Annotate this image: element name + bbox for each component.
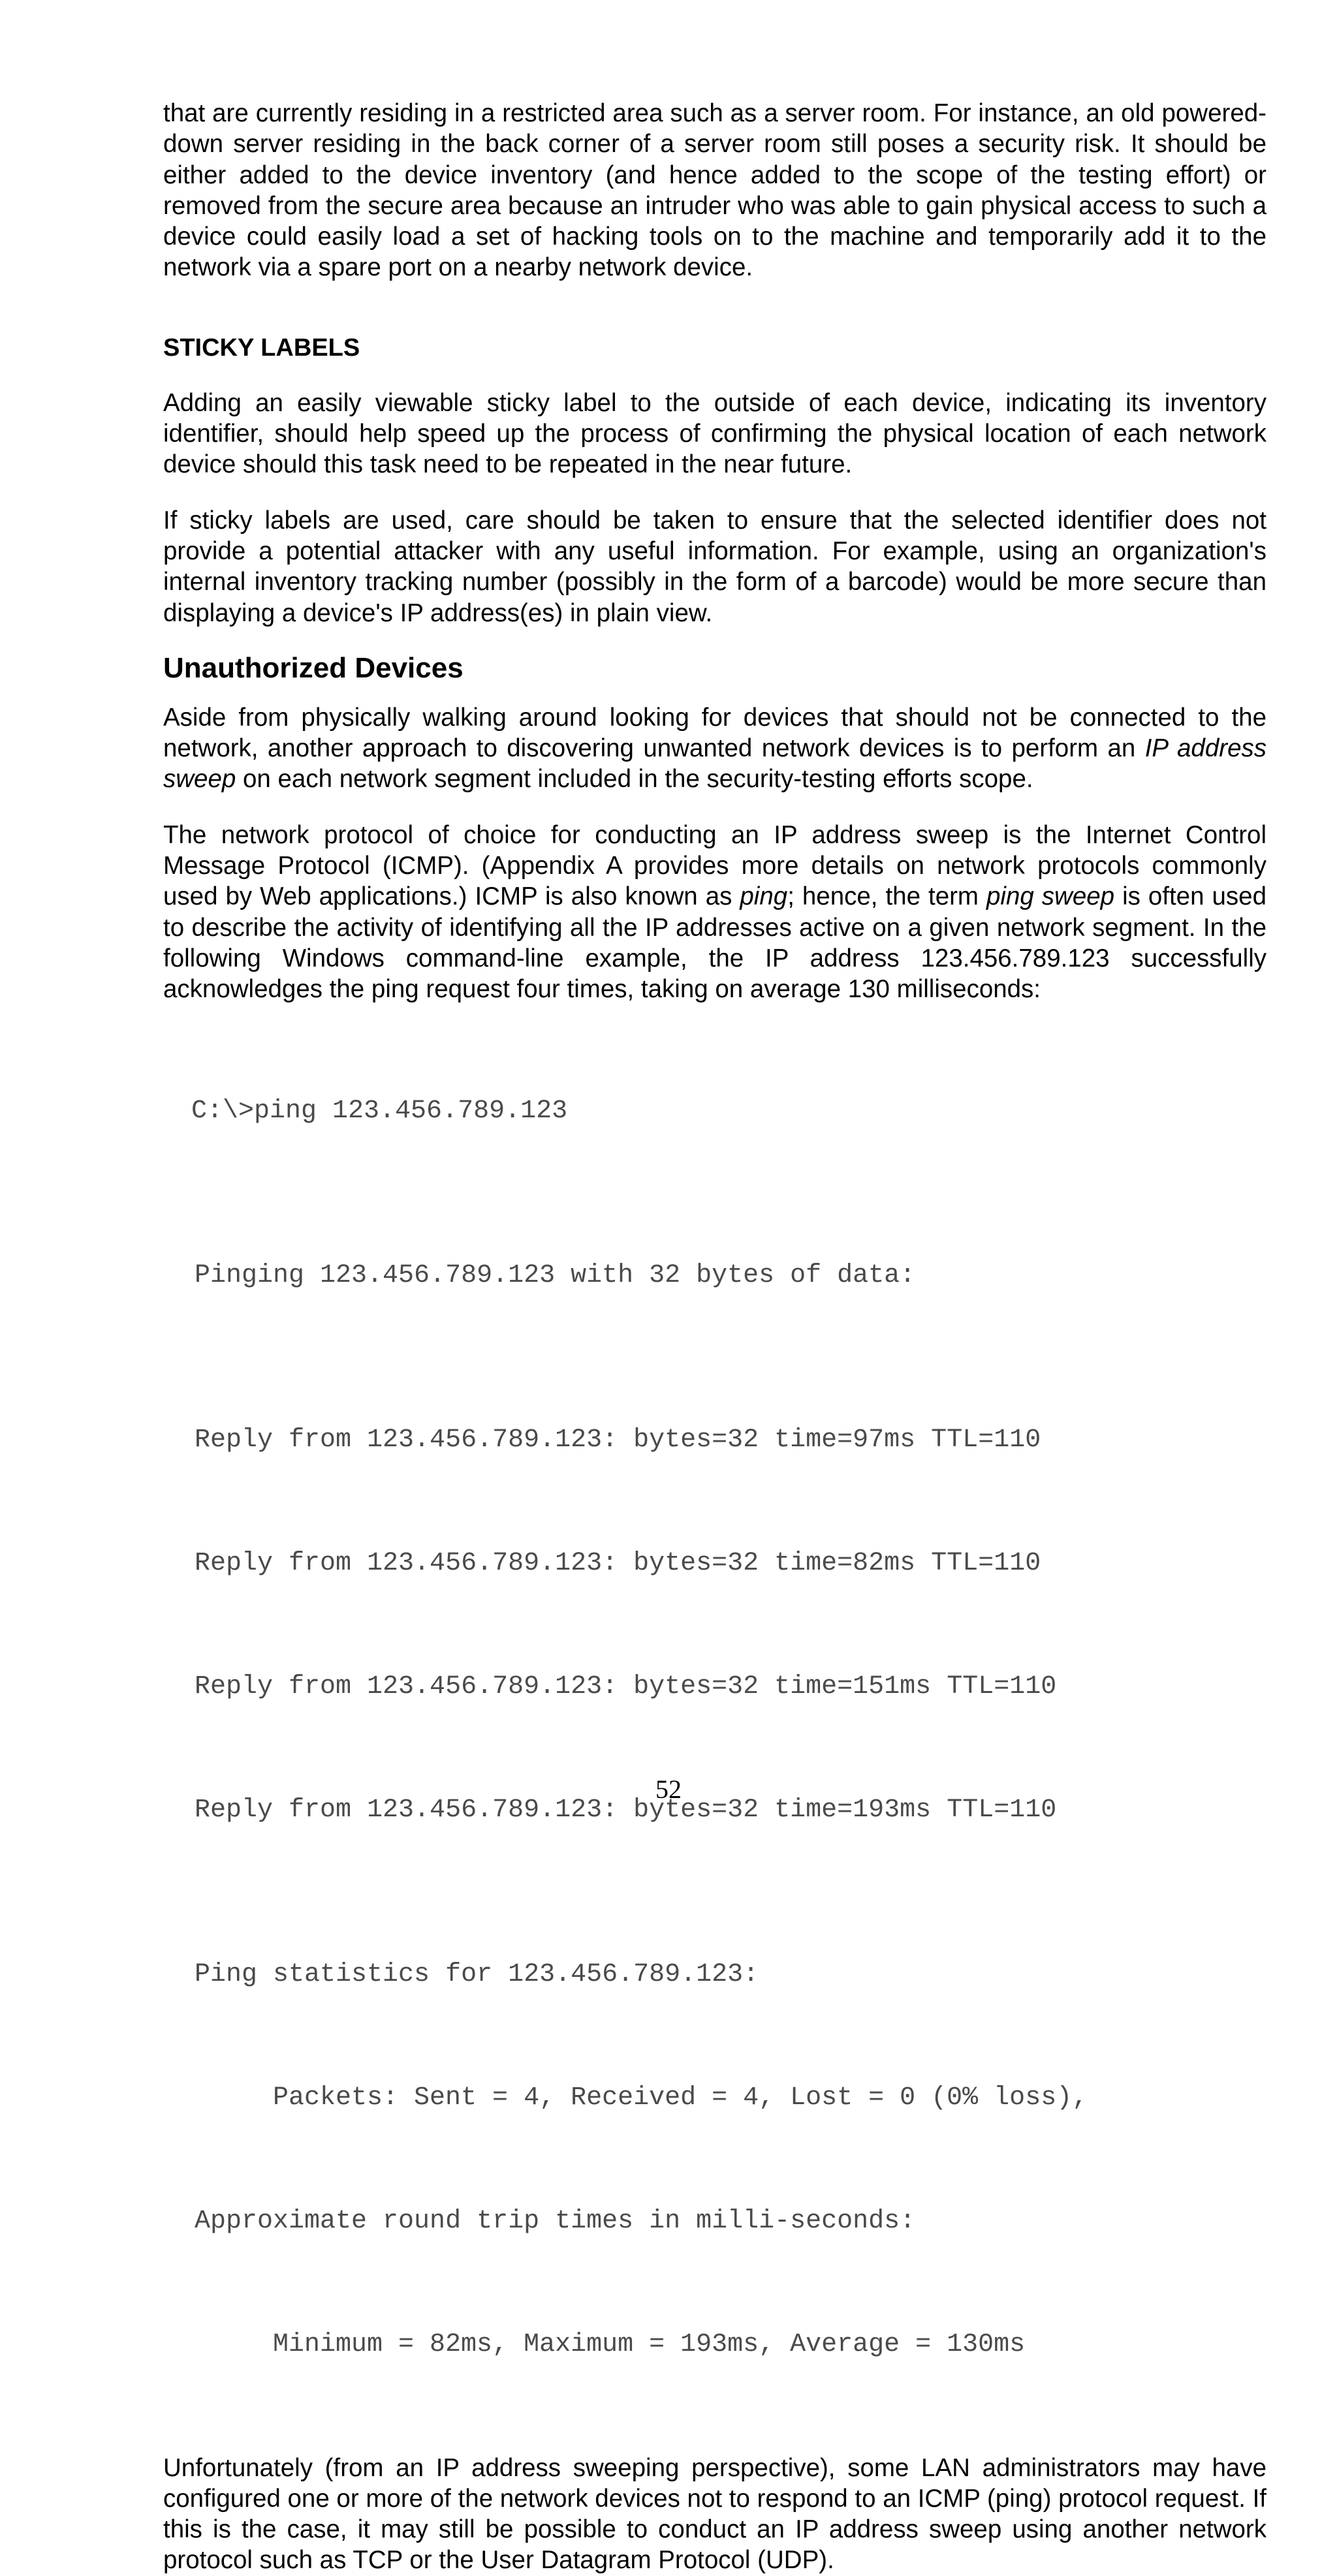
heading-unauthorized-devices: Unauthorized Devices bbox=[163, 651, 464, 684]
paragraph-sticky-label-care: If sticky labels are used, care should be taken to ensure that the selected identifier does not provide a potential attacker with any useful information. For example, using an organization's internal inventory tracking number (possibly in the form of a barcode) would be more secure than displaying a device's IP address(es) in plain view. bbox=[163, 506, 1266, 627]
page-number: 52 bbox=[655, 1775, 682, 1804]
emphasis-ping: ping bbox=[740, 882, 788, 911]
text-run: ; hence, the term bbox=[787, 882, 986, 911]
emphasis-ip-address-sweep: IP address sweep bbox=[163, 734, 1266, 794]
code-line-stats-header: Ping statistics for 123.456.789.123: bbox=[195, 1959, 759, 1989]
text-run: Aside from physically walking around looking for devices that should not be connected to the network, another approach to discovering unwanted network devices is to perform an bbox=[163, 703, 1266, 763]
heading-sticky-labels: STICKY LABELS bbox=[163, 334, 360, 362]
code-line-reply: Reply from 123.456.789.123: bytes=32 time=193ms TTL=110 bbox=[195, 1795, 1057, 1825]
ping-command-output bbox=[191, 1008, 1266, 2447]
page-content bbox=[163, 98, 1266, 2576]
paragraph-icmp bbox=[163, 820, 1266, 1005]
paragraph-sticky-label-intro: Adding an easily viewable sticky label to the outside of each device, indicating its inventory identifier, should help speed up the process of confirming the physical location of each network device should this task need to be repeated in the near future. bbox=[163, 388, 1266, 479]
emphasis-ping-sweep: ping sweep bbox=[986, 882, 1115, 911]
text-run: is often used to describe the activity of identifying all the IP addresses active on a given network segment. In the following Windows command-line example, the IP address 123.456.789.123 successfully acknowledges the ping request four times, taking on average 130 milliseconds: bbox=[163, 882, 1266, 1004]
text-run: on each network segment included in the security-testing efforts scope. bbox=[236, 765, 1033, 794]
paragraph-restricted-area: that are currently residing in a restricted area such as a server room. For instance, an old powered-down server residing in the back corner of a server room still poses a security risk. It should be either added to the device inventory (and hence added to the scope of the testing effort) or removed from the secure area because an intruder who was able to gain physical access to such a device could easily load a set of hacking tools on to the machine and temporarily add it to the network via a spare port on a nearby network device. bbox=[163, 99, 1266, 282]
code-line-reply: Reply from 123.456.789.123: bytes=32 time=151ms TTL=110 bbox=[195, 1671, 1057, 1701]
code-line-reply: Reply from 123.456.789.123: bytes=32 time=82ms TTL=110 bbox=[195, 1548, 1041, 1578]
paragraph-ip-sweep bbox=[163, 702, 1266, 795]
text-run: The network protocol of choice for conducting an IP address sweep is the Internet Control Message Protocol (ICMP). (Appendix A provides more details on network protocols commonly used by Web applications.) ICMP is also known as bbox=[163, 820, 1266, 911]
code-line-reply: Reply from 123.456.789.123: bytes=32 time=97ms TTL=110 bbox=[195, 1425, 1041, 1455]
paragraph-lan-admins: Unfortunately (from an IP address sweeping perspective), some LAN administrators may have configured one or more of the network devices not to respond to an ICMP (ping) protocol request. If this is the case, it may still be possible to conduct an IP address sweep using another network protocol such as TCP or the User Datagram Protocol (UDP). bbox=[163, 2453, 1266, 2575]
code-line-minmax: Minimum = 82ms, Maximum = 193ms, Average = 130ms bbox=[273, 2329, 1026, 2359]
code-line-command: C:\>ping 123.456.789.123 bbox=[191, 1096, 568, 1126]
code-line-pinging: Pinging 123.456.789.123 with 32 bytes of data: bbox=[195, 1260, 916, 1290]
code-line-approx: Approximate round trip times in milli-seconds: bbox=[195, 2206, 916, 2236]
code-line-packets: Packets: Sent = 4, Received = 4, Lost = 0 (0% loss), bbox=[273, 2083, 1088, 2113]
